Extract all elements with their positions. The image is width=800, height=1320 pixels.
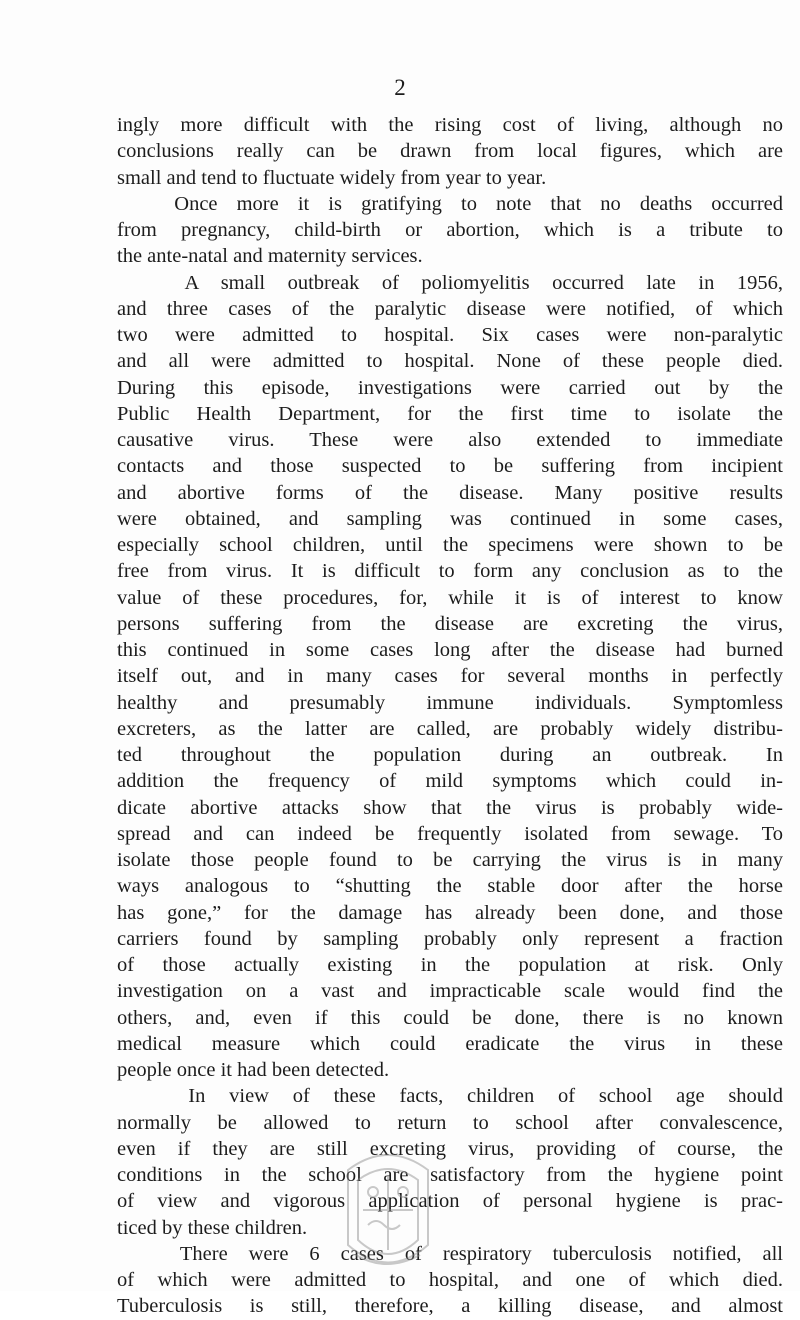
text-line: healthy and presumably immune individuals. Symptomless bbox=[117, 691, 783, 714]
text-line: from pregnancy, child-birth or abortion, which is a tribute to bbox=[117, 219, 783, 241]
text-line: ingly more difficult with the rising cost of living, although no bbox=[117, 114, 783, 136]
text-line: two were admitted to hospital. Six cases were non-paralytic bbox=[117, 324, 783, 346]
text-line: spread and can indeed be frequently isolated from sewage. To bbox=[117, 822, 783, 845]
text-line: this continued in some cases long after the disease had burned bbox=[117, 639, 783, 661]
page-number: 2 bbox=[394, 75, 406, 100]
text-line: ted throughout the population during an outbreak. In bbox=[117, 744, 783, 766]
text-line: ways analogous to “shutting the stable door after the horse bbox=[117, 875, 783, 898]
text-line: carriers found by sampling probably only represent a fraction bbox=[117, 927, 783, 950]
text-line: excreters, as the latter are called, are probably widely distribu- bbox=[117, 717, 783, 740]
text-line: even if they are still excreting virus, providing of course, the bbox=[117, 1137, 783, 1160]
text-line: conditions in the school are satisfactory from the hygiene point bbox=[117, 1164, 783, 1186]
text-line: medical measure which could eradicate the virus in these bbox=[117, 1032, 783, 1055]
text-line: dicate abortive attacks show that the virus is probably wide- bbox=[117, 796, 783, 819]
text-line: of view and vigorous application of personal hygiene is prac- bbox=[117, 1190, 783, 1213]
text-line: has gone,” for the damage has already been done, and those bbox=[117, 901, 783, 924]
text-line: During this episode, investigations were carried out by the bbox=[117, 376, 783, 399]
text-line: and three cases of the paralytic disease were notified, of which bbox=[117, 297, 783, 320]
text-line: Once more it is gratifying to note that no deaths occurred bbox=[117, 192, 783, 215]
text-line: Public Health Department, for the first time to isolate the bbox=[117, 402, 783, 425]
text-line: people once it had been detected. bbox=[117, 1059, 390, 1081]
text-line: isolate those people found to be carrying the virus is in many bbox=[117, 849, 783, 871]
text-line: itself out, and in many cases for several months in perfectly bbox=[117, 665, 783, 688]
text-line: contacts and those suspected to be suffering from incipient bbox=[117, 455, 783, 478]
library-stamp-icon bbox=[328, 1130, 448, 1290]
body-text bbox=[117, 112, 783, 1320]
text-line: ticed by these children. bbox=[117, 1216, 308, 1239]
text-line: There were 6 cases of respiratory tuberculosis notified, all bbox=[117, 1242, 783, 1265]
text-line: normally be allowed to return to school after convalescence, bbox=[117, 1111, 783, 1134]
text-line: and all were admitted to hospital. None of these people died. bbox=[117, 350, 783, 373]
text-line: A small outbreak of poliomyelitis occurred late in 1956, bbox=[117, 271, 783, 294]
text-line: addition the frequency of mild symptoms which could in- bbox=[117, 770, 783, 793]
text-line: causative virus. These were also extended to immediate bbox=[117, 429, 783, 451]
text-line: the ante-natal and maternity services. bbox=[117, 245, 423, 268]
text-line: of which were admitted to hospital, and one of which died. bbox=[117, 1269, 783, 1291]
text-line: of those actually existing in the population at risk. Only bbox=[117, 954, 783, 976]
text-line: were obtained, and sampling was continued in some cases, bbox=[117, 507, 783, 530]
text-line: Tuberculosis is still, therefore, a killing disease, and almost bbox=[117, 1295, 783, 1318]
text-line: value of these procedures, for, while it is of interest to know bbox=[117, 586, 783, 609]
text-line: In view of these facts, children of school age should bbox=[117, 1085, 783, 1108]
text-line: persons suffering from the disease are excreting the virus, bbox=[117, 612, 783, 635]
text-line: small and tend to fluctuate widely from year to year. bbox=[117, 166, 547, 189]
text-line: and abortive forms of the disease. Many positive results bbox=[117, 481, 783, 504]
text-line: especially school children, until the specimens were shown to be bbox=[117, 534, 783, 556]
text-line: others, and, even if this could be done, there is no known bbox=[117, 1006, 783, 1029]
text-line: conclusions really can be drawn from local figures, which are bbox=[117, 140, 783, 163]
text-line: investigation on a vast and impracticable scale would find the bbox=[117, 980, 783, 1003]
text-line: free from virus. It is difficult to form any conclusion as to the bbox=[117, 560, 783, 583]
